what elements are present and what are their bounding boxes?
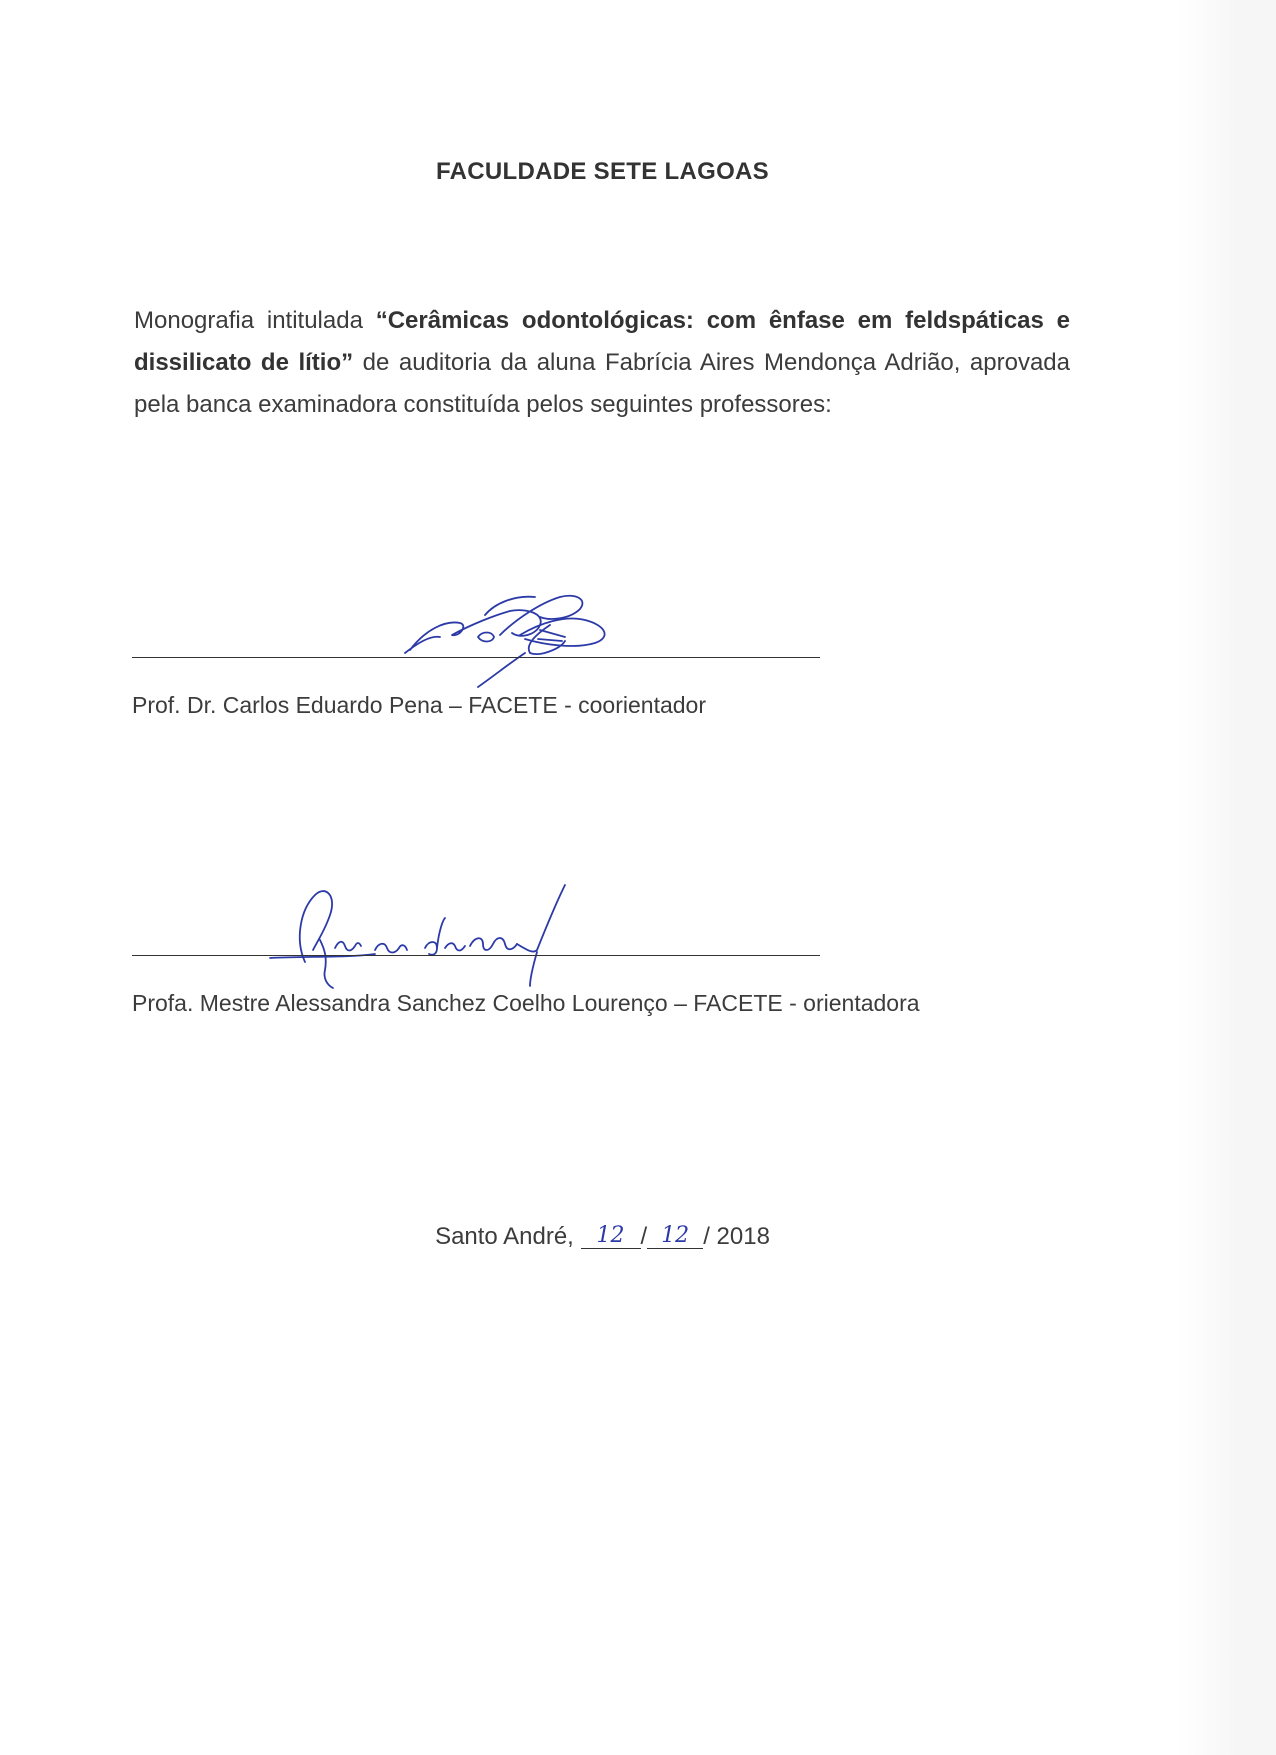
date-separator-2: /	[703, 1223, 710, 1250]
approval-rest: de auditoria da aluna Fabrícia Aires Mendonça Adrião, aprovada pela banca examinadora constituída pelos seguintes professores:	[134, 349, 1070, 418]
signature-line-orientadora	[132, 955, 820, 956]
date-month: 12	[647, 1224, 703, 1249]
signature-orientadora	[265, 870, 595, 990]
approval-statement	[134, 300, 1070, 426]
date-separator-1: /	[640, 1223, 648, 1250]
signature-coorientador	[400, 575, 630, 690]
date-day: 12	[581, 1224, 641, 1249]
date-year: 2018	[716, 1223, 770, 1250]
scan-edge-shadow	[1178, 0, 1276, 1755]
examiner-caption-orientadora: Profa. Mestre Alessandra Sanchez Coelho Lourenço – FACETE - orientadora	[132, 990, 920, 1016]
examiner-caption-coorientador: Prof. Dr. Carlos Eduardo Pena – FACETE - coorientador	[132, 692, 706, 718]
signature-line-coorientador	[132, 657, 820, 658]
date-city: Santo André,	[435, 1223, 574, 1250]
institution-title: FACULDADE SETE LAGOAS	[436, 158, 769, 185]
monograph-title: “Cerâmicas odontológicas: com ênfase em feldspáticas e dissilicato de lítio”	[134, 307, 1070, 376]
approval-intro: Monografia intitulada	[134, 307, 376, 334]
date-line	[0, 1223, 1205, 1251]
